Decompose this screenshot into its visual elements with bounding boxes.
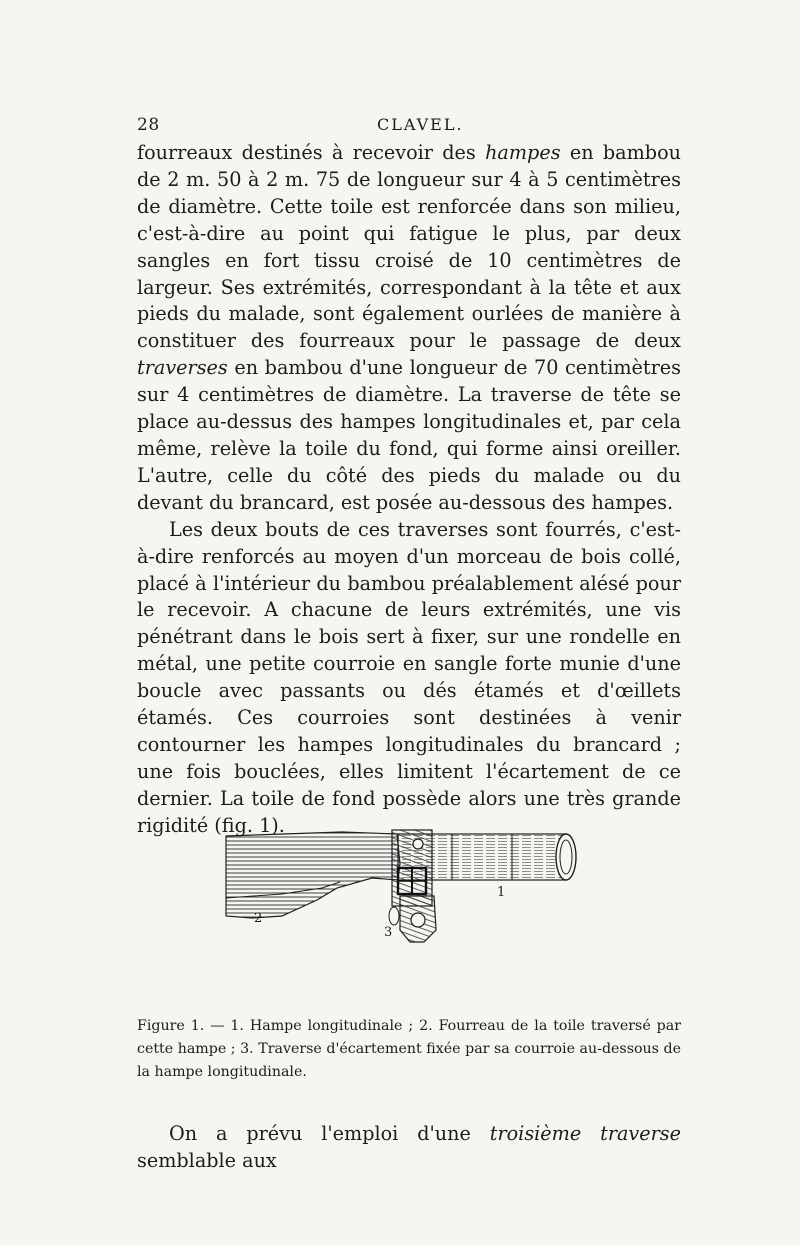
paragraph-1 <box>137 140 681 517</box>
paragraph-1-text-b: en bambou de 2 m. 50 à 2 m. 75 de longueur sur 4 à 5 centimètres de diamètre. Cette toile est renforcée dans son milieu, c'est-à-dire au point qui fatigue le plus, par deux sangles en fort tissu croisé de 10 centimètres de largeur. Ses extrémités, correspondant à la tête et aux pieds du malade, sont également ourlées de manière à constituer des fourreaux pour le passage de deux <box>137 141 681 353</box>
cloth-sleeve <box>226 832 400 918</box>
paragraph-2: Les deux bouts de ces traverses sont fourrés, c'est-à-dire renforcés au moyen d'un morceau de bois collé, placé à l'intérieur du bambou préalablement alésé pour le recevoir. A chacune de leurs extrémités, une vis pénétrant dans le bois sert à fixer, sur une rondelle en métal, une petite courroie en sangle forte munie d'une boucle avec passants ou dés étamés et d'œillets étamés. Ces courroies sont destinées à venir contourner les hampes longitudinales du brancard ; une fois bouclées, elles limitent l'écartement de ce dernier. La toile de fond possède alors une très grande rigidité (fig. 1). <box>137 517 681 837</box>
running-title: CLAVEL. <box>377 115 464 134</box>
paragraph-1-text-c: en bambou d'une longueur de 70 centimètres sur 4 centimètres de diamètre. La traverse de tête se place au-dessus des hampes longitudinales et, par cela même, relève la toile du fond, qui forme ainsi oreiller. L'autre, celle du côté des pieds du malade ou du devant du brancard, est posée au-dessous des hampes. <box>137 356 681 514</box>
strap-rivet <box>413 839 423 849</box>
page-number: 28 <box>137 115 160 135</box>
paragraph-1-text-a: fourreaux destinés à recevoir des <box>137 141 486 164</box>
figure-illustration <box>222 828 582 948</box>
figure-label-3: 3 <box>384 925 393 940</box>
running-head <box>137 115 681 139</box>
paragraph-3 <box>137 1120 681 1174</box>
figure-label-1: 1 <box>497 885 506 900</box>
figure-stretcher-pole <box>222 828 582 948</box>
term-troisieme-traverse: troisième traverse <box>489 1122 682 1145</box>
paragraph-3-text-a: On a prévu l'emploi d'une <box>169 1122 490 1145</box>
term-hampes: hampes <box>485 141 561 164</box>
figure-label-2: 2 <box>254 911 263 926</box>
figure-caption: Figure 1. — 1. Hampe longitudinale ; 2. Fourreau de la toile traversé par cette hampe ; 3. Traverse d'écartement fixée par sa courroie au-dessous de la hampe longitudinale. <box>137 1018 681 1080</box>
term-traverses: traverses <box>137 356 228 380</box>
body-text <box>137 140 681 840</box>
pole-end <box>556 834 576 880</box>
paragraph-3-text-b: semblable aux <box>137 1149 277 1172</box>
